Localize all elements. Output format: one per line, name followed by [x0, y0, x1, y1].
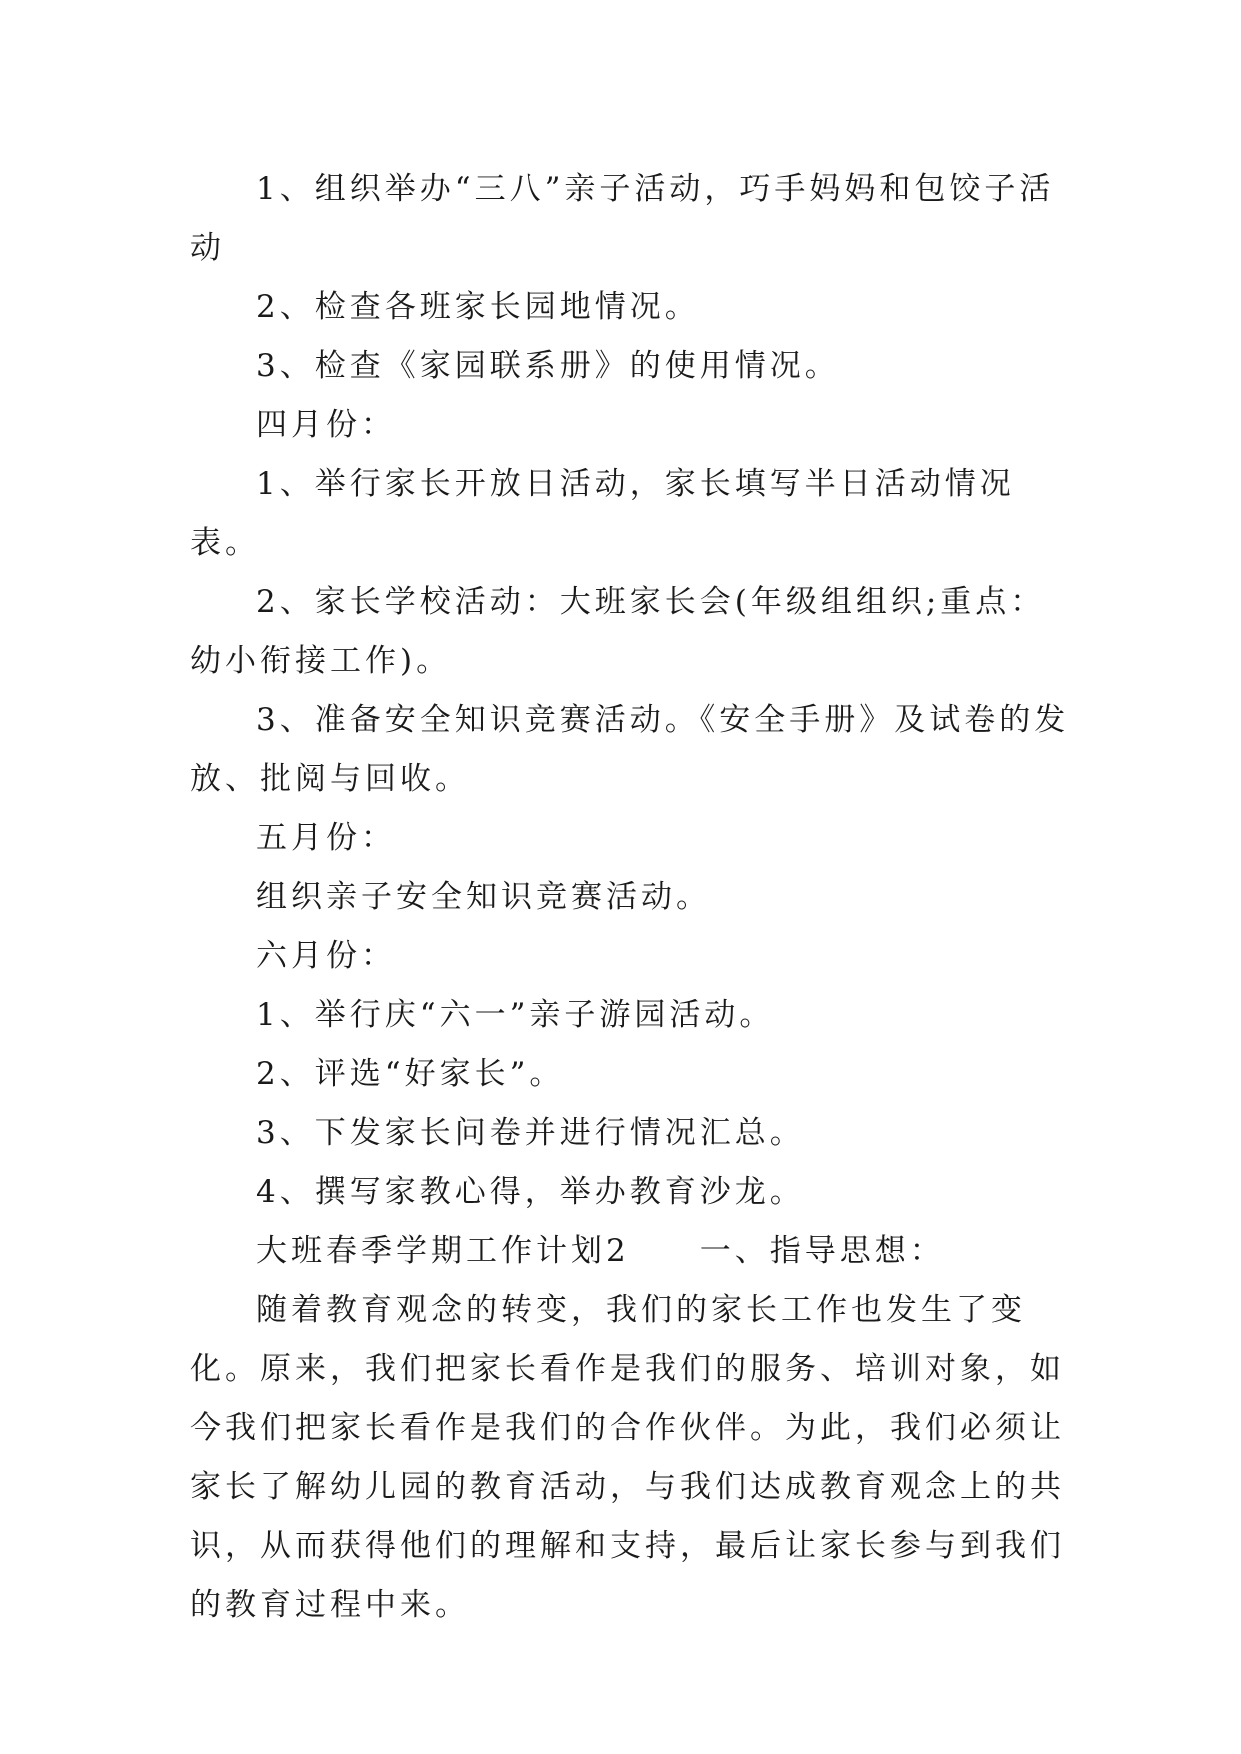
paragraph-june-item-4: 4、撰写家教心得，举办教育沙龙。: [256, 1174, 805, 1210]
document-body: [190, 160, 1070, 1635]
paragraph-march-item-2: 2、检查各班家长园地情况。: [256, 289, 700, 325]
paragraph-may-item: 组织亲子安全知识竞赛活动。: [256, 879, 711, 915]
paragraph-guiding-thought: 随着教育观念的转变，我们的家长工作也发生了变化。原来，我们把家长看作是我们的服务、培训对象，如今我们把家长看作是我们的合作伙伴。为此，我们必须让家长了解幼儿园的教育活动，与我们达成教育观念上的共识，从而获得他们的理解和支持，最后让家长参与到我们的教育过程中来。: [190, 1292, 1065, 1623]
paragraph-april-item-1: 1、举行家长开放日活动，家长填写半日活动情况表。: [190, 466, 1015, 561]
paragraph-march-item-3: 3、检查《家园联系册》的使用情况。: [256, 348, 840, 384]
paragraph-june-item-1: 1、举行庆“六一”亲子游园活动。: [256, 997, 775, 1033]
paragraph-april-item-3: 3、准备安全知识竞赛活动。《安全手册》及试卷的发放、批阅与回收。: [190, 702, 1070, 797]
heading-june: 六月份：: [256, 938, 396, 974]
heading-may: 五月份：: [256, 820, 396, 856]
paragraph-march-item-1: 1、组织举办“三八”亲子活动，巧手妈妈和包饺子活动: [190, 171, 1055, 266]
heading-april: 四月份：: [256, 407, 396, 443]
section-title-plan-2: 大班春季学期工作计划2 一、指导思想：: [256, 1233, 945, 1269]
paragraph-june-item-2: 2、评选“好家长”。: [256, 1056, 565, 1092]
paragraph-april-item-2: 2、家长学校活动：大班家长会(年级组组织;重点：幼小衔接工作)。: [190, 584, 1046, 679]
paragraph-june-item-3: 3、下发家长问卷并进行情况汇总。: [256, 1115, 805, 1151]
